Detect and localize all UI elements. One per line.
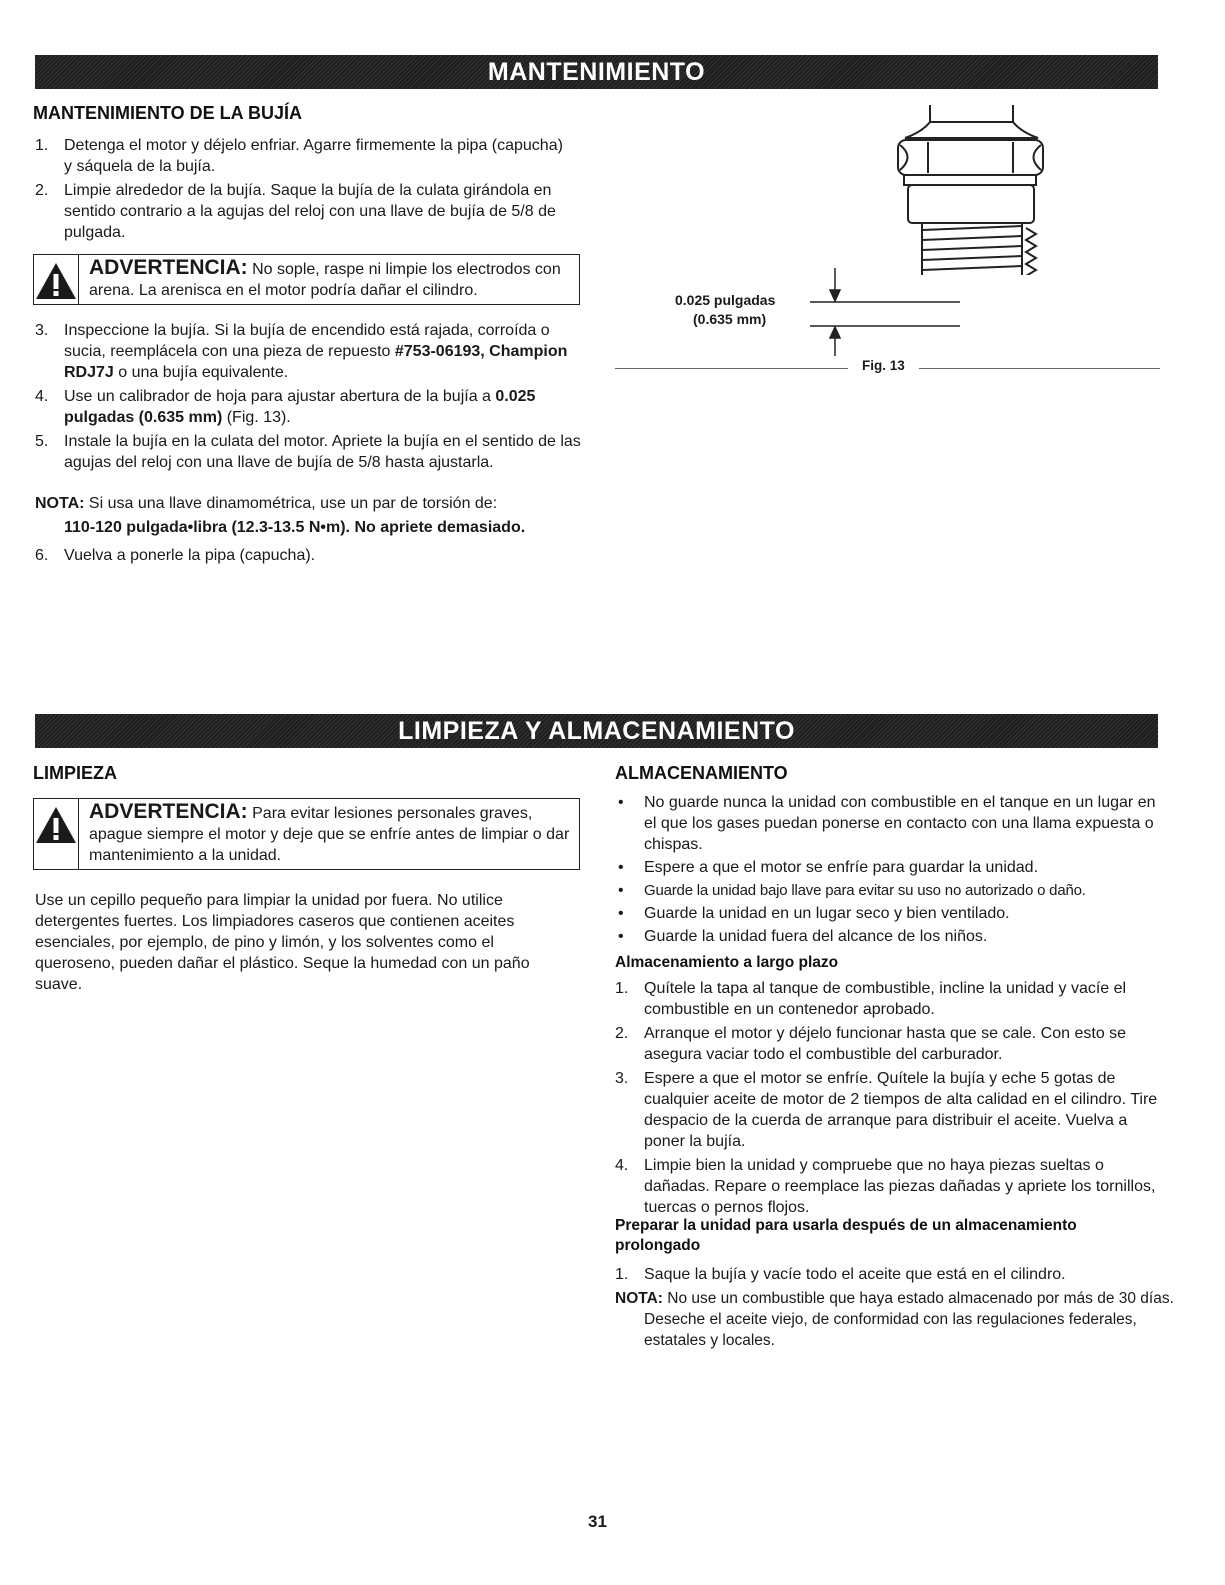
torque-spec: 110-120 pulgada•libra (12.3-13.5 N•m). No apriete demasiado. — [64, 519, 526, 536]
page-number: 31 — [588, 1512, 607, 1531]
list-item: 3. Inspeccione la bujía. Si la bujía de encendido está rajada, corroída o sucia, reemplácela con una pieza de repuesto #753-06193, Champion RDJ7J o una bujía equivalente. — [35, 322, 568, 381]
long-term-storage-heading: Almacenamiento a largo plazo — [615, 954, 839, 971]
warning-icon — [34, 255, 79, 304]
warning-box-cleaning — [33, 798, 580, 870]
cleaning-paragraph: Use un cepillo pequeño para limpiar la unidad por fuera. No utilice detergentes fuertes. Los limpiadores caseros que contienen aceites esenciales, por ejemplo, de pino y limón, y los solventes como el queroseno, pueden dañar el plástico. Seque la humedad con un paño suave. — [35, 892, 530, 993]
warning-text: No sople, raspe ni limpie los electrodos con arena. La arenisca en el motor podría dañar el cilindro. — [89, 261, 561, 299]
list-item: 3. Espere a que el motor se enfríe. Quítele la bujía y eche 5 gotas de cualquier aceite de motor de 2 tiempos de alta calidad en el cilindro. Tire despacio de la cuerda de arranque para distribuir el aceite. Vuelva a poner la bujía. — [615, 1070, 1158, 1150]
list-item: 4. Use un calibrador de hoja para ajustar abertura de la bujía a 0.025 pulgadas (0.635 mm) (Fig. 13). — [35, 388, 536, 426]
section-banner-cleaning-storage: LIMPIEZA Y ALMACENAMIENTO — [35, 714, 1158, 748]
spark-plug-steps-1-2 — [35, 135, 575, 246]
long-term-storage-steps — [615, 978, 1160, 1221]
list-item: 4. Limpie bien la unidad y compruebe que no haya piezas sueltas o dañadas. Repare o reemplace las piezas dañadas y apriete los tornillos, tuercas o pernos flojos. — [615, 1157, 1156, 1216]
spark-plug-diagram — [800, 100, 1060, 275]
section-banner-maintenance: MANTENIMIENTO — [35, 55, 1158, 89]
cleaning-heading: LIMPIEZA — [33, 763, 117, 783]
list-item: 2. Limpie alrededor de la bujía. Saque la bujía de la culata girándola en sentido contrario a la agujas del reloj con una llave de bujía de 5/8 de pulgada. — [35, 182, 556, 241]
list-item: • Guarde la unidad fuera del alcance de los niños. — [618, 928, 988, 945]
spark-plug-heading: MANTENIMIENTO DE LA BUJÍA — [33, 103, 303, 123]
warning-box-spark-plug — [33, 254, 580, 305]
list-item: • No guarde nunca la unidad con combustible en el tanque en un lugar en el que los gases puedan ponerse en contacto con una llama expuesta o chispas. — [618, 794, 1156, 853]
prepare-after-storage-heading: Preparar la unidad para usarla después de un almacenamiento prolongado — [615, 1217, 1077, 1254]
list-item: 6. Vuelva a ponerle la pipa (capucha). — [35, 547, 316, 564]
spark-plug-steps-3-5 — [35, 320, 585, 476]
torque-note: NOTA: Si usa una llave dinamométrica, use un par de torsión de: 110-120 pulgada•libra (12.3-13.5 N•m). No apriete demasiado. — [35, 493, 595, 538]
part-number: #753-06193, Champion RDJ7J — [64, 343, 568, 381]
figure-caption: Fig. 13 — [848, 358, 919, 373]
warning-icon — [34, 799, 79, 869]
storage-heading: ALMACENAMIENTO — [615, 763, 788, 783]
storage-bullets — [615, 792, 1160, 949]
gap-dimension-arrows — [800, 260, 1030, 360]
list-item: 2. Arranque el motor y déjelo funcionar hasta que se cale. Con esto se asegura vaciar todo el combustible del carburador. — [615, 1025, 1127, 1063]
list-item: • Espere a que el motor se enfríe para guardar la unidad. — [618, 859, 1039, 876]
list-item: 1. Quítele la tapa al tanque de combustible, incline la unidad y vacíe el combustible en un contenedor aprobado. — [615, 980, 1127, 1018]
list-item: • Guarde la unidad en un lugar seco y bien ventilado. — [618, 905, 1010, 922]
list-item: 1. Detenga el motor y déjelo enfriar. Agarre firmemente la pipa (capucha) y sáquela de la bujía. — [35, 137, 563, 175]
gap-value: 0.025 pulgadas (0.635 mm) — [64, 388, 536, 426]
warning-text: Para evitar lesiones personales graves, apague siempre el motor y deje que se enfríe antes de limpiar o dar mantenimiento a la unidad. — [89, 805, 570, 864]
gap-mm-label: (0.635 mm) — [693, 311, 767, 327]
warning-label: ADVERTENCIA: — [89, 800, 248, 823]
storage-note: NOTA: No use un combustible que haya estado almacenado por más de 30 días. Deseche el aceite viejo, de conformidad con las regulaciones federales, estatales y locales. — [615, 1290, 1174, 1349]
gap-inches-label: 0.025 pulgadas — [675, 292, 776, 308]
spark-plug-step-6 — [35, 545, 575, 569]
prepare-steps — [615, 1264, 1160, 1288]
list-item: 1. Saque la bujía y vacíe todo el aceite que está en el cilindro. — [615, 1266, 1066, 1283]
list-item: 5. Instale la bujía en la culata del motor. Apriete la bujía en el sentido de las agujas del reloj con una llave de bujía de 5/8 hasta ajustarla. — [35, 433, 581, 471]
warning-label: ADVERTENCIA: — [89, 256, 248, 279]
list-item: • Guarde la unidad bajo llave para evitar su uso no autorizado o daño. — [618, 882, 1086, 899]
